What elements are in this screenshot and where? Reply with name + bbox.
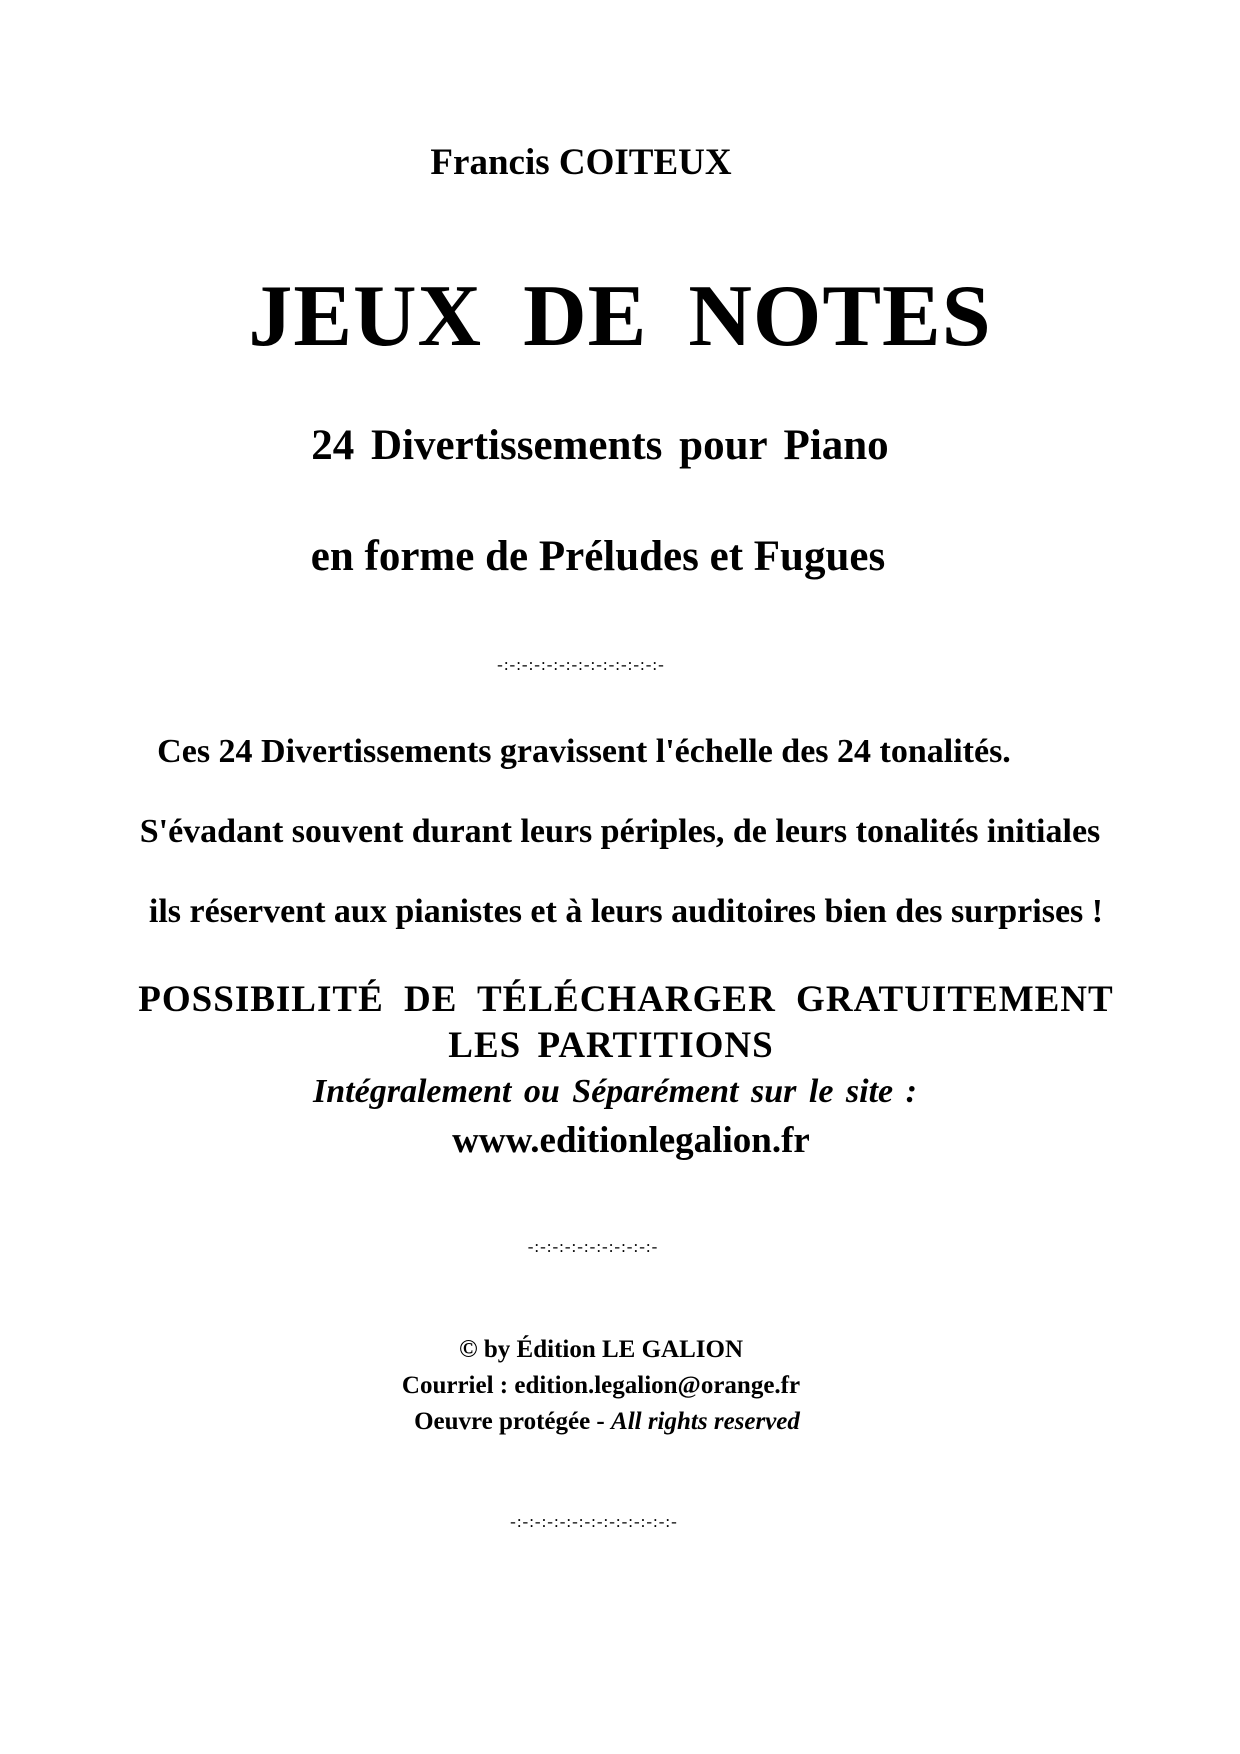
page-title: JEUX DE NOTES [248, 268, 992, 365]
description-line-1: Ces 24 Divertissements gravissent l'échelle des 24 tonalités. [157, 733, 1011, 770]
download-notice-line-2: LES PARTITIONS [448, 1025, 774, 1066]
protected-text: Oeuvre protégée - [414, 1408, 612, 1435]
separator-top: -:-:-:-:-:-:-:-:-:-:-:-:-:- [497, 655, 665, 674]
subtitle-line-1: 24 Divertissements pour Piano [311, 422, 889, 469]
download-notice-line-3: Intégralement ou Séparément sur le site : [313, 1073, 917, 1110]
description-line-3: ils réservent aux pianistes et à leurs auditoires bien des surprises ! [148, 893, 1104, 930]
copyright-line: © by Édition LE GALION [458, 1336, 744, 1363]
rights-line [0, 1409, 1214, 1434]
description-line-2: S'évadant souvent durant leurs périples, de leurs tonalités initiales [139, 813, 1101, 850]
subtitle-line-2: en forme de Préludes et Fugues [310, 533, 886, 580]
separator-middle: -:-:-:-:-:-:-:-:-:-:- [527, 1237, 659, 1256]
separator-bottom: -:-:-:-:-:-:-:-:-:-:-:-:-:- [510, 1512, 678, 1531]
website-link[interactable]: www.editionlegalion.fr [452, 1120, 810, 1161]
download-notice-line-1: POSSIBILITÉ DE TÉLÉCHARGER GRATUITEMENT [138, 979, 1114, 1020]
rights-reserved-text: All rights reserved [611, 1408, 800, 1435]
author-name: Francis COITEUX [430, 142, 732, 183]
email-line[interactable]: Courriel : edition.legalion@orange.fr [401, 1372, 801, 1399]
